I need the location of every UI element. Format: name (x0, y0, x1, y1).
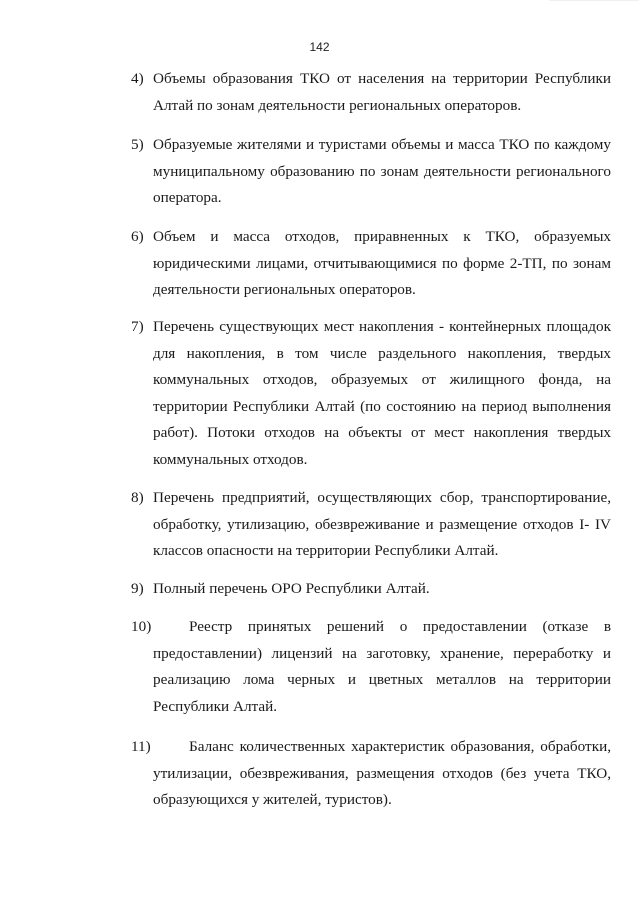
list-item (131, 66, 611, 119)
list-item-text: Объемы образования ТКО от населения на территории Республики Алтай по зонам деятельности региональных операторов. (153, 70, 611, 114)
page-number: 142 (309, 40, 330, 54)
list-item-text: Реестр принятых решений о предоставлении (отказе в предоставлении) лицензий на заготовку, хранение, переработку и реализацию лома черных и цветных металлов на территории Республики Алтай. (153, 618, 611, 715)
list-item (131, 614, 611, 720)
list-item-text: Перечень предприятий, осуществляющих сбор, транспортирование, обработку, утилизацию, обезвреживание и размещение отходов I- IV классов опасности на территории Республики Алтай. (153, 489, 611, 559)
list-item-number: 4) (131, 70, 144, 87)
list-item-text: Образуемые жителями и туристами объемы и масса ТКО по каждому муниципальному образованию по зонам деятельности регионального оператора. (153, 136, 611, 206)
scan-edge-mark (549, 0, 639, 7)
list-item-text: Полный перечень ОРО Республики Алтай. (153, 580, 430, 597)
list-item (131, 734, 611, 814)
list-item-number: 6) (131, 228, 144, 245)
list-item (131, 576, 611, 603)
list-item-text: Баланс количественных характеристик образования, обработки, утилизации, обезвреживания, размещения отходов (без учета ТКО, образующихся у жителей, туристов). (153, 738, 611, 808)
list-item-text: Объем и масса отходов, приравненных к ТКО, образуемых юридическими лицами, отчитывающимися по форме 2-ТП, по зонам деятельности региональных операторов. (153, 228, 611, 298)
list-item (131, 485, 611, 565)
list-item-number: 7) (131, 318, 144, 335)
list-item-number: 10) (131, 618, 152, 635)
list-item-number: 11) (131, 738, 151, 755)
list-item (131, 132, 611, 212)
list-item-number: 8) (131, 489, 144, 506)
list-item-text: Перечень существующих мест накопления - контейнерных площадок для накопления, в том числе раздельного накопления, твердых коммунальных отходов, образуемых от жилищного фонда, на территории Республики Алтай (по состоянию на период выполнения работ). Потоки отходов на объекты от мест накопления твердых коммунальных отходов. (153, 318, 611, 468)
list-item (131, 224, 611, 304)
list-item (131, 314, 611, 473)
list-item-number: 5) (131, 136, 144, 153)
list-item-number: 9) (131, 580, 144, 597)
